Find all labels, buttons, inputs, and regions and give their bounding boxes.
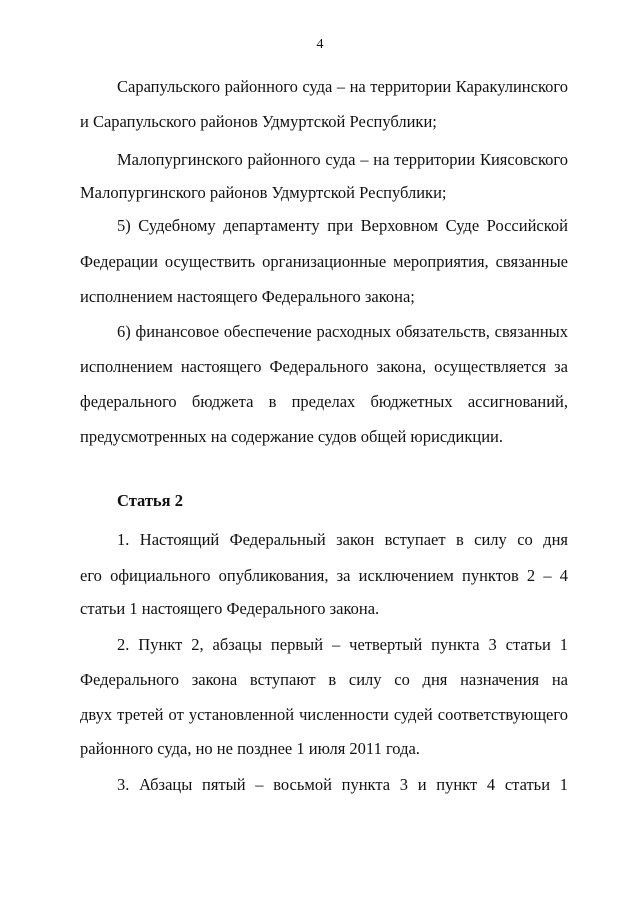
paragraph-line: 2. Пункт 2, абзацы первый – четвертый пункта 3 статьи 1: [117, 635, 568, 654]
paragraph-line: Сарапульского районного суда – на территории Каракулинского: [117, 77, 568, 96]
paragraph-line: 1. Настоящий Федеральный закон вступает в силу со дня: [117, 530, 568, 549]
paragraph-line: Малопургинского районов Удмуртской Республики;: [80, 183, 447, 202]
paragraph-line: Федерального закона вступают в силу со дня назначения на: [80, 670, 568, 689]
paragraph-line: 5) Судебному департаменту при Верховном Суде Российской: [117, 216, 568, 235]
paragraph-line: двух третей от установленной численности судей соответствующего: [80, 705, 568, 724]
paragraph-line: его официального опубликования, за исключением пунктов 2 – 4: [80, 566, 568, 585]
paragraph-line: исполнением настоящего Федерального закона;: [80, 287, 415, 306]
article-heading: Статья 2: [117, 491, 183, 510]
page-number: 4: [316, 37, 324, 52]
paragraph-line: Федерации осуществить организационные мероприятия, связанные: [80, 252, 568, 271]
paragraph-line: районного суда, но не позднее 1 июля 2011 года.: [80, 739, 420, 758]
paragraph-line: 6) финансовое обеспечение расходных обязательств, связанных: [117, 322, 568, 341]
paragraph-line: 3. Абзацы пятый – восьмой пункта 3 и пункт 4 статьи 1: [117, 775, 568, 794]
paragraph-line: Малопургинского районного суда – на территории Киясовского: [117, 150, 568, 169]
paragraph-line: федерального бюджета в пределах бюджетных ассигнований,: [80, 392, 568, 411]
paragraph-line: и Сарапульского районов Удмуртской Республики;: [80, 112, 437, 131]
paragraph-line: предусмотренных на содержание судов общей юрисдикции.: [80, 427, 504, 446]
paragraph-line: исполнением настоящего Федерального закона, осуществляется за: [80, 357, 568, 376]
paragraph-line: статьи 1 настоящего Федерального закона.: [80, 599, 380, 618]
